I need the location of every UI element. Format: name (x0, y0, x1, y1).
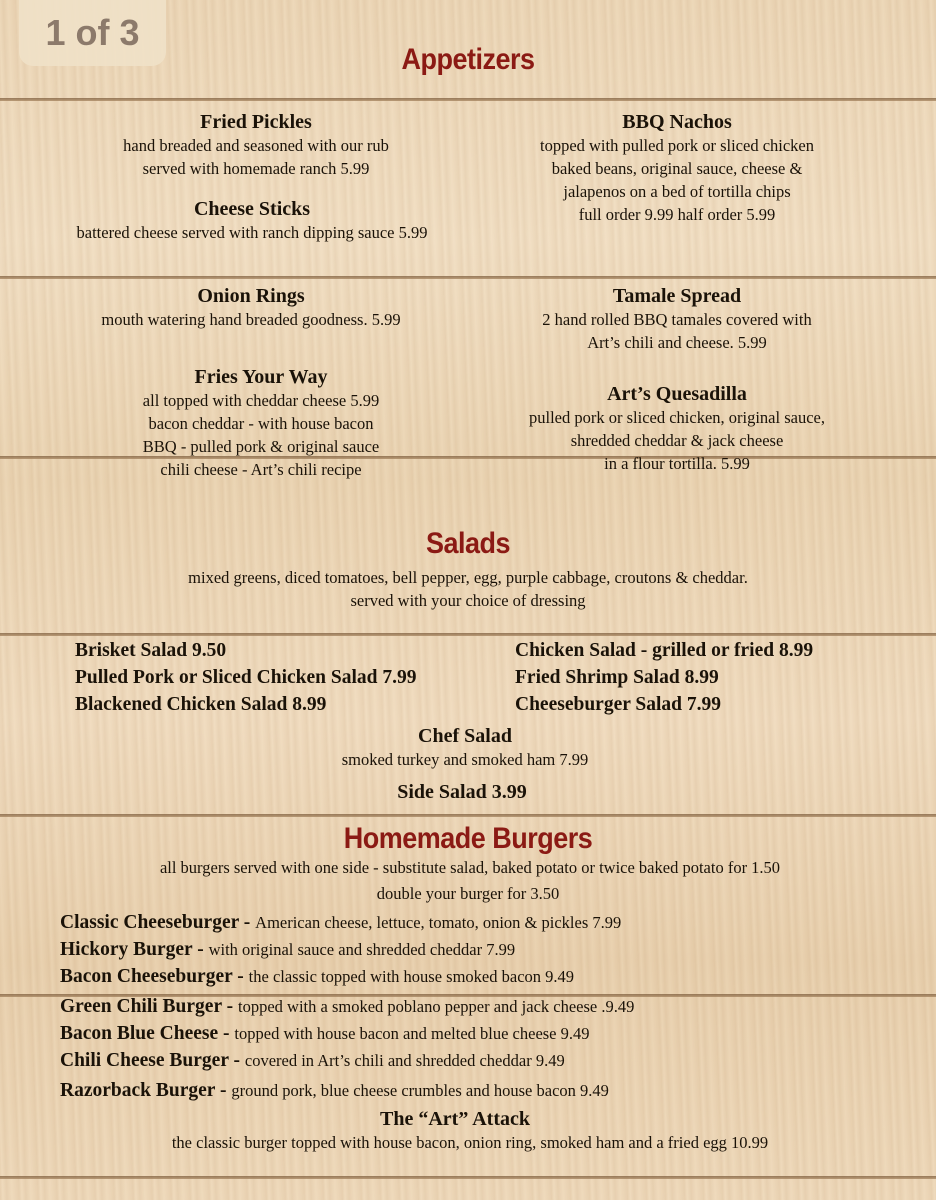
item-desc: Art’s chili and cheese. 5.99 (587, 333, 767, 352)
menu-item-fries-your-way (50, 365, 472, 481)
item-desc: all topped with cheddar cheese 5.99 (142, 391, 380, 410)
salad-item: Fried Shrimp Salad 8.99 (515, 667, 719, 688)
item-desc: mouth watering hand breaded goodness. 5.99 (101, 310, 401, 329)
burger-name: Bacon Blue Cheese - (60, 1023, 235, 1044)
plank-seam (0, 98, 936, 101)
menu-item-art-attack (0, 1107, 910, 1154)
item-name: Chef Salad (418, 725, 512, 747)
burger-desc: topped with house bacon and melted blue cheese 9.49 (234, 1024, 590, 1043)
salads-intro: mixed greens, diced tomatoes, bell pepper, egg, purple cabbage, croutons & cheddar. (188, 568, 748, 587)
burger-name: Hickory Burger - (60, 939, 209, 960)
burger-desc: with original sauce and shredded cheddar 7.99 (208, 940, 516, 959)
item-name: BBQ Nachos (622, 111, 732, 133)
menu-item-quesadilla (466, 382, 888, 475)
item-desc: pulled pork or sliced chicken, original sauce, (529, 408, 825, 427)
salad-item: Chicken Salad - grilled or fried 8.99 (515, 640, 814, 661)
item-name: Art’s Quesadilla (607, 383, 747, 405)
item-desc: smoked turkey and smoked ham 7.99 (341, 750, 589, 769)
burger-item (60, 1047, 565, 1074)
side-salad: Side Salad 3.99 (397, 781, 527, 803)
menu-item-chef-salad (0, 724, 930, 771)
burgers-intro: all burgers served with one side - substitute salad, baked potato or twice baked potato for 1.50 (159, 858, 781, 877)
burger-item (60, 936, 515, 963)
salads-title: Salads (425, 526, 511, 560)
burger-item (60, 1020, 590, 1047)
salad-item: Blackened Chicken Salad 8.99 (75, 694, 327, 715)
item-desc: battered cheese served with ranch dipping sauce 5.99 (76, 223, 428, 242)
item-name: Fried Pickles (200, 111, 312, 133)
plank-seam (0, 633, 936, 636)
salad-item: Pulled Pork or Sliced Chicken Salad 7.99 (75, 667, 417, 688)
burger-desc: topped with a smoked poblano pepper and jack cheese .9.49 (238, 997, 635, 1016)
item-desc: bacon cheddar - with house bacon (148, 414, 374, 433)
plank-seam (0, 814, 936, 817)
item-desc: BBQ - pulled pork & original sauce (142, 437, 380, 456)
item-desc: topped with pulled pork or sliced chicken (539, 136, 814, 155)
item-name: Tamale Spread (612, 285, 742, 307)
burger-item (60, 963, 574, 990)
item-desc: hand breaded and seasoned with our rub (123, 136, 389, 155)
burger-item (60, 993, 634, 1020)
item-desc: baked beans, original sauce, cheese & (551, 159, 803, 178)
burger-desc: covered in Art’s chili and shredded cheddar 9.49 (244, 1051, 565, 1070)
burger-name: Classic Cheeseburger - (60, 912, 256, 933)
menu-item-fried-pickles (40, 110, 472, 180)
item-desc: served with homemade ranch 5.99 (142, 159, 370, 178)
item-desc: shredded cheddar & jack cheese (570, 431, 784, 450)
item-desc: jalapenos on a bed of tortilla chips (563, 182, 791, 201)
burger-desc: the classic topped with house smoked bacon 9.49 (248, 967, 575, 986)
item-desc: full order 9.99 half order 5.99 (578, 205, 776, 224)
item-name: Onion Rings (197, 285, 305, 307)
item-name: Fries Your Way (194, 366, 328, 388)
salads-intro: served with your choice of dressing (350, 591, 586, 610)
burger-name: Green Chili Burger - (60, 996, 239, 1017)
salad-item: Brisket Salad 9.50 (75, 640, 227, 661)
burger-desc: ground pork, blue cheese crumbles and house bacon 9.49 (231, 1081, 609, 1100)
burgers-title: Homemade Burgers (343, 821, 593, 855)
item-desc: the classic burger topped with house bacon, onion ring, smoked ham and a fried egg 10.99 (171, 1133, 769, 1152)
salad-item: Cheeseburger Salad 7.99 (515, 694, 722, 715)
page-indicator: 1 of 3 (19, 0, 166, 66)
burger-name: Bacon Cheeseburger - (60, 966, 249, 987)
item-desc: chili cheese - Art’s chili recipe (160, 460, 362, 479)
menu-item-bbq-nachos (466, 110, 888, 226)
item-desc: 2 hand rolled BBQ tamales covered with (542, 310, 812, 329)
menu-item-cheese-sticks (30, 197, 474, 244)
plank-seam (0, 1176, 936, 1179)
item-desc: in a flour tortilla. 5.99 (604, 454, 750, 473)
menu-item-onion-rings (40, 284, 462, 331)
burgers-intro: double your burger for 3.50 (376, 884, 560, 903)
burger-name: Razorback Burger - (60, 1080, 232, 1101)
burger-desc: American cheese, lettuce, tomato, onion & pickles 7.99 (255, 913, 622, 932)
plank-seam (0, 276, 936, 279)
burger-item (60, 1077, 609, 1104)
menu-item-tamale-spread (466, 284, 888, 354)
burger-item (60, 909, 621, 936)
appetizers-title: Appetizers (401, 42, 535, 76)
item-name: The “Art” Attack (380, 1108, 530, 1130)
burger-name: Chili Cheese Burger - (60, 1050, 245, 1071)
item-name: Cheese Sticks (193, 198, 311, 220)
